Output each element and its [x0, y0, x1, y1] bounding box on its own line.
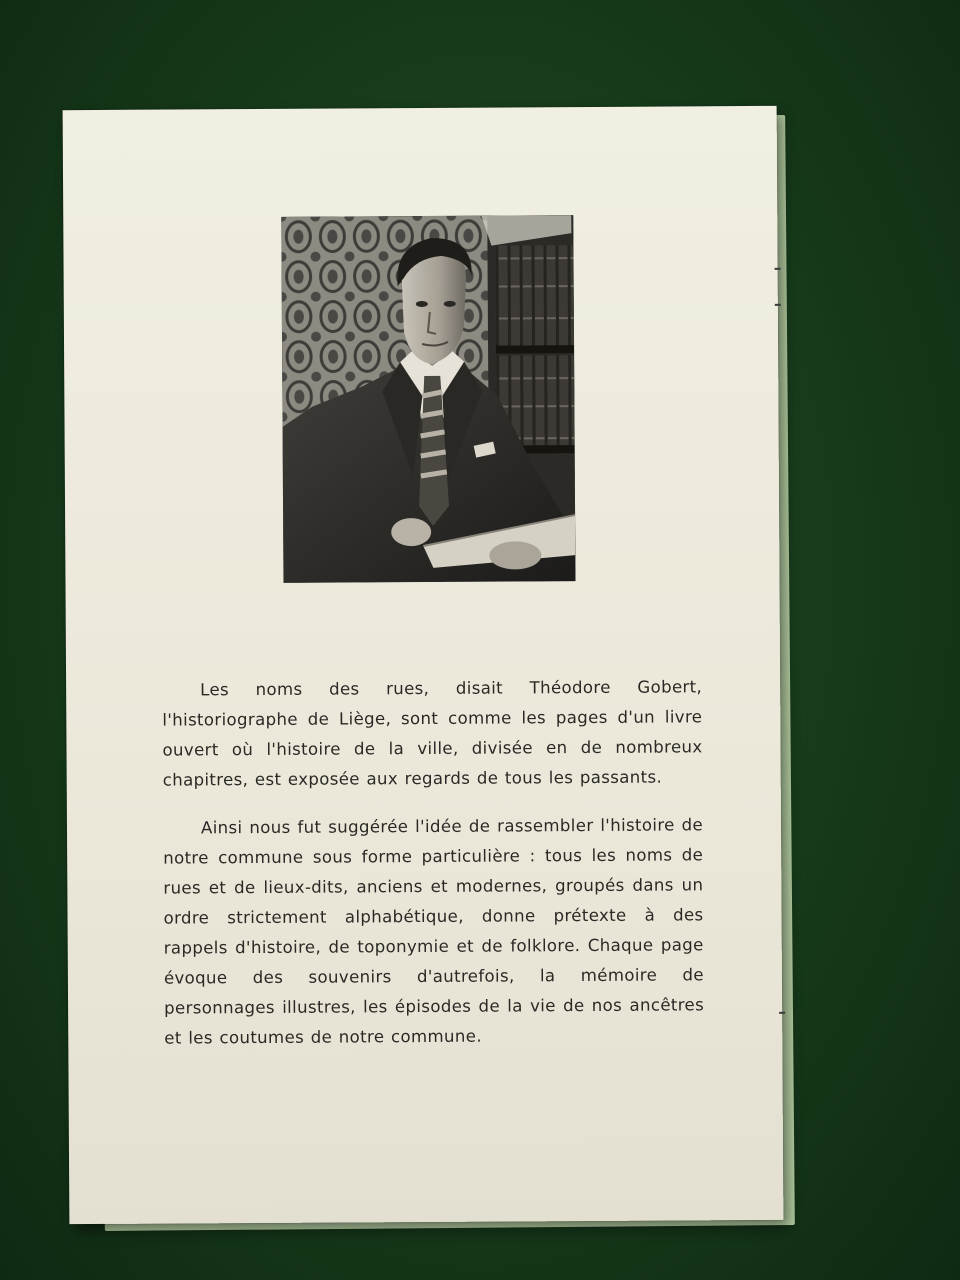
spine-mark — [775, 304, 781, 306]
paragraph: Les noms des rues, disait Théodore Gobert, l'historiographe de Liège, sont comme les pages d'un livre ouvert où l'histoire de la ville, divisée en de nombreux chapitres, est exposée aux regards de tous les passants. — [162, 677, 703, 790]
spine-mark — [775, 268, 781, 270]
author-photo — [281, 215, 575, 583]
paragraph: Ainsi nous fut suggérée l'idée de rassembler l'histoire de notre commune sous forme particulière : tous les noms de rues et de lieux-dits, anciens et modernes, groupés dans un ordre strictement alphabétique, donne prétexte à des rappels d'histoire, de toponymie et de folklore. Chaque page évoque des souvenirs d'autrefois, la mémoire de personnages illustres, les épisodes de la vie de nos ancêtres et les coutumes de notre commune. — [163, 815, 705, 1048]
book-back-cover — [63, 106, 784, 1224]
back-cover-text — [162, 672, 704, 1053]
spine-mark — [779, 1012, 785, 1014]
